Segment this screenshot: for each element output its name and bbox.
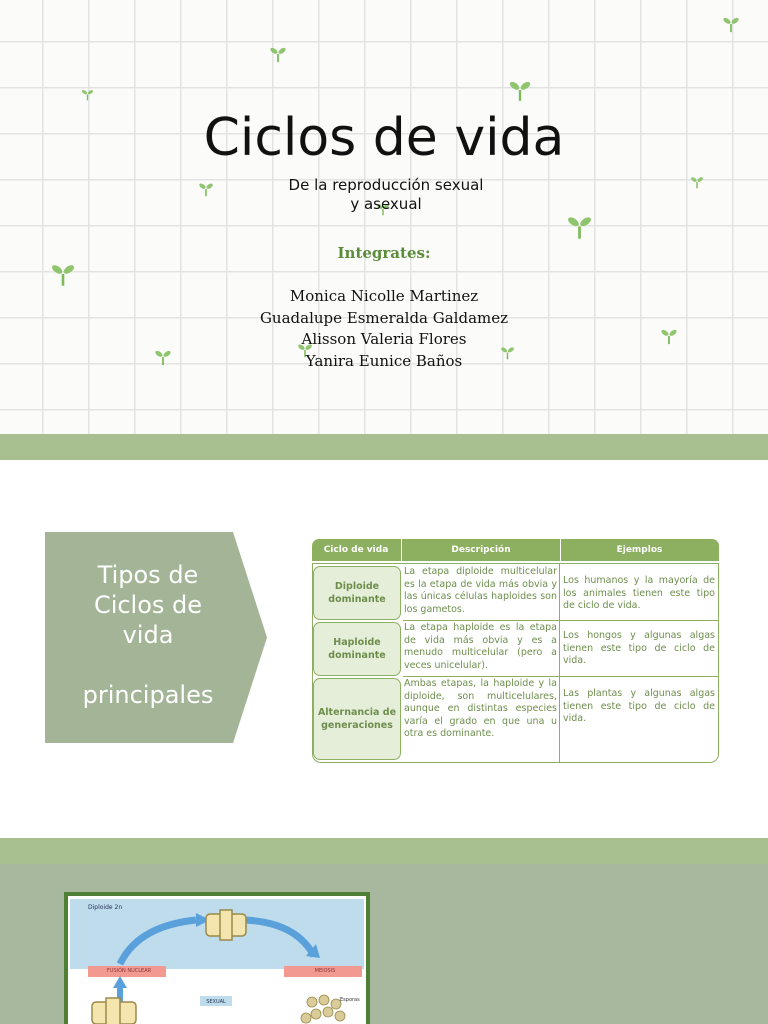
leaf-icon: [690, 175, 704, 189]
leaf-icon: [50, 261, 76, 287]
table-cell-examples: Los humanos y la mayoría de los animales tienen este tipo de ciclo de vida.: [563, 575, 715, 611]
life-cycle-diagram: [64, 892, 370, 1024]
cell-icon: [92, 998, 136, 1024]
types-slide: [0, 460, 768, 838]
leaf-icon: [566, 213, 593, 240]
leaf-icon: [198, 181, 214, 197]
name-item: Monica Nicolle Martinez: [289, 287, 479, 305]
table-cell-examples: Los hongos y algunas algas tienen este tipo de ciclo de vida.: [563, 630, 715, 666]
arrow-label-main: Tipos de Ciclos de vida: [93, 561, 203, 649]
slide-separator: [0, 434, 768, 460]
slide-separator: [0, 838, 768, 864]
table-row-label: Alternancia de generaciones: [313, 678, 401, 760]
title-slide: [0, 0, 768, 434]
header-cell: Ejemplos: [616, 545, 663, 555]
diagram-spores-label: Esporas: [340, 997, 360, 1003]
header-cell: Descripción: [401, 539, 561, 561]
table-cell-description: La etapa diploide multicelular es la etapa de vida más obvia y las únicas células haploides son los gametos.: [404, 566, 557, 615]
name-item: Yanira Eunice Baños: [305, 351, 463, 370]
spores-icon: [301, 995, 345, 1023]
diagram-sexual-label: SEXUAL: [206, 999, 226, 1005]
column-divider: [559, 564, 560, 762]
diagram-band-label: Diploide 2n: [88, 904, 123, 911]
table-row-label: Diploide dominante: [313, 566, 401, 620]
table-cell-description: La etapa haploide es la etapa de vida más obvia y es a menudo multicelular (pero a veces unicelular).: [404, 622, 557, 671]
name-item: Alisson Valeria Flores: [301, 330, 467, 348]
diagram-meiosis-label: MEIOSIS: [314, 968, 336, 974]
table-cell-examples: Las plantas y algunas algas tienen este tipo de ciclo de vida.: [563, 688, 715, 724]
slide-subtitle: De la reproducción sexual y asexual: [288, 176, 484, 213]
diagram-slide: [0, 864, 768, 1024]
diagram-fusion-label: FUSIÓN NUCLEAR: [106, 968, 152, 974]
table-cell-description: Ambas etapas, la haploide y la diploide, son multicelulares, aunque en distintas especies varía el grado en que una u otra es dominante.: [404, 678, 557, 739]
row-divider: [403, 676, 718, 677]
table-header: [312, 539, 719, 561]
row-divider: [403, 620, 718, 621]
header-cell: Ciclo de vida: [323, 545, 389, 555]
cell-icon: [206, 910, 246, 940]
names-list: [0, 286, 768, 372]
leaf-icon: [722, 15, 740, 33]
name-item: Guadalupe Esmeralda Galdamez: [259, 308, 509, 327]
leaf-icon: [508, 78, 532, 102]
table-body: [312, 563, 719, 763]
arrow-label-sub: principales: [82, 681, 214, 709]
leaf-icon: [269, 45, 287, 63]
table-row-label: Haploide dominante: [313, 622, 401, 676]
arrow-label: [45, 560, 251, 710]
integrates-heading: Integrates:: [337, 244, 431, 262]
life-cycle-table: [312, 539, 719, 763]
slide-title: Ciclos de vida: [203, 108, 565, 168]
leaf-icon: [81, 88, 94, 101]
